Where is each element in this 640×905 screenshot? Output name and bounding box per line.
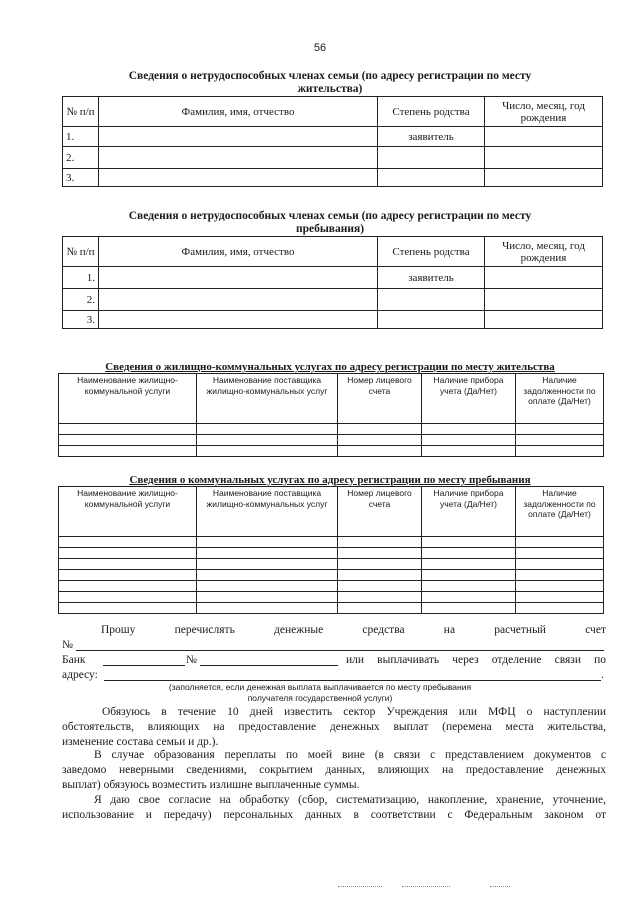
section4-row-5 [59,581,604,592]
section4-row-3 [59,559,604,570]
section2-row2-num: 2. [63,289,99,311]
section4-row-1 [59,537,604,548]
section1-title-line2: жительства) [297,83,363,95]
bank-number-label: № [186,654,197,666]
paragraph-notify-line2: обстоятельств, влияющих на предоставление денежных выплат (перемена места жительства, [62,721,606,733]
section4-title: Сведения о коммунальных услугах по адресу регистрации по месту пребывания [129,474,531,486]
section3-header-meter: Наличие прибора учета (Да/Нет) [422,374,516,424]
paragraph-notify-line3: изменение состава семьи и др.). [62,736,219,748]
transfer-word-6: расчетный [494,624,546,636]
transfer-word-1: Прошу [101,624,136,636]
transfer-word-2: перечислять [174,624,235,636]
section2-header-relation: Степень родства [378,237,485,267]
transfer-word-7: счет [585,624,606,636]
section4-row-6 [59,592,604,603]
section3-row-2 [59,435,604,446]
post-office-text: или выплачивать через отделение связи по [346,654,606,666]
transfer-line1 [101,623,606,638]
bank-number-field[interactable] [200,665,338,666]
section2-row1-name[interactable] [99,267,378,289]
section2-row1-num: 1. [63,267,99,289]
scan-mark-1 [338,886,382,887]
paragraph-consent-line1: Я даю свое согласие на обработку (сбор, систематизацию, накопление, хранение, уточнение, [94,794,606,806]
section2-row1-relation[interactable]: заявитель [378,267,485,289]
account-number-field[interactable] [76,650,604,651]
section1-row1-name[interactable] [99,127,378,147]
section1-title [60,70,600,96]
paragraph-overpayment-line1: В случае образования переплаты по моей вине (в связи с представлением документов с [94,749,606,761]
section1-header-relation: Степень родства [378,97,485,127]
section2-header-num: № п/п [63,237,99,267]
section4-row-2 [59,548,604,559]
section2-header-name: Фамилия, имя, отчество [99,237,378,267]
section2-title [60,210,600,236]
section3-row-1 [59,424,604,435]
address-note-line1: (заполняется, если денежная выплата выплачивается по месту пребывания [168,682,472,692]
section1-header-name: Фамилия, имя, отчество [99,97,378,127]
paragraph-overpayment [62,748,606,793]
section2-row3-relation[interactable] [378,311,485,329]
paragraph-notify-line1: Обязуюсь в течение 10 дней известить сектор Учреждения или МФЦ о наступлении [102,706,606,718]
section4-header-account: Номер лицевого счета [338,487,422,537]
paragraph-notify [62,705,606,750]
account-number-label: № [62,639,73,651]
section1-row3-relation[interactable] [378,169,485,187]
address-label: адресу: [62,669,98,681]
section4-row-4 [59,570,604,581]
section4-header-meter: Наличие прибора учета (Да/Нет) [422,487,516,537]
scan-mark-2 [402,886,450,887]
section1-row1-num: 1. [63,127,99,147]
section1-title-line1: Сведения о нетрудоспособных членах семьи (по адресу регистрации по месту [128,70,532,82]
section2-header-dob: Число, месяц, год рождения [485,237,603,267]
section1-row1-dob[interactable] [485,127,603,147]
section3-table [58,373,604,457]
section2-row2-name[interactable] [99,289,378,311]
section1-table [62,96,603,187]
page-number: 56 [313,42,327,54]
section4-header-debt: Наличие задолженности по оплате (Да/Нет) [516,487,604,537]
section3-row-3 [59,446,604,457]
section1-header-num: № п/п [63,97,99,127]
transfer-word-3: денежные [274,624,324,636]
section1-row2-num: 2. [63,147,99,169]
section2-row1-dob[interactable] [485,267,603,289]
section2-table [62,236,603,329]
section2-title-line2: пребывания) [295,223,365,235]
section3-header-debt: Наличие задолженности по оплате (Да/Нет) [516,374,604,424]
section4-table [58,486,604,614]
address-note-line2: получателя государственной услуги) [247,693,393,703]
address-dot: . [601,669,604,681]
section1-row3-num: 3. [63,169,99,187]
section4-header-service: Наименование жилищно-коммунальной услуги [59,487,197,537]
section4-row-7 [59,603,604,614]
address-field[interactable] [104,680,601,681]
paragraph-overpayment-line3: выплат) обязуюсь возместить излишне выплаченные суммы. [62,779,360,791]
section2-row3-dob[interactable] [485,311,603,329]
transfer-word-5: на [443,624,456,636]
section3-header-service: Наименование жилищно-коммунальной услуги [59,374,197,424]
section2-row2-relation[interactable] [378,289,485,311]
section1-row3-dob[interactable] [485,169,603,187]
bank-name-field[interactable] [103,665,185,666]
section3-header-account: Номер лицевого счета [338,374,422,424]
section1-row2-name[interactable] [99,147,378,169]
section3-header-provider: Наименование поставщика жилищно-коммунальных услуг [197,374,338,424]
bank-label: Банк [62,654,86,666]
section4-header-provider: Наименование поставщика жилищно-коммунальных услуг [197,487,338,537]
paragraph-overpayment-line2: заведомо неверными сведениями, сокрытием данных, влияющих на предоставление денежных [62,764,606,776]
section3-title: Сведения о жилищно-коммунальных услугах по адресу регистрации по месту жительства [105,361,555,373]
section2-row2-dob[interactable] [485,289,603,311]
section1-row1-relation[interactable]: заявитель [378,127,485,147]
address-note [100,682,540,704]
section2-row3-name[interactable] [99,311,378,329]
section1-row2-relation[interactable] [378,147,485,169]
section2-title-line1: Сведения о нетрудоспособных членах семьи (по адресу регистрации по месту [128,210,532,222]
section1-row3-name[interactable] [99,169,378,187]
transfer-word-4: средства [362,624,405,636]
paragraph-consent [62,793,606,823]
section1-row2-dob[interactable] [485,147,603,169]
section1-header-dob: Число, месяц, год рождения [485,97,603,127]
section2-row3-num: 3. [63,311,99,329]
paragraph-consent-line2: использование и передачу) персональных данных в соответствии с Федеральным законом от [62,809,606,821]
scan-mark-3 [490,886,510,887]
